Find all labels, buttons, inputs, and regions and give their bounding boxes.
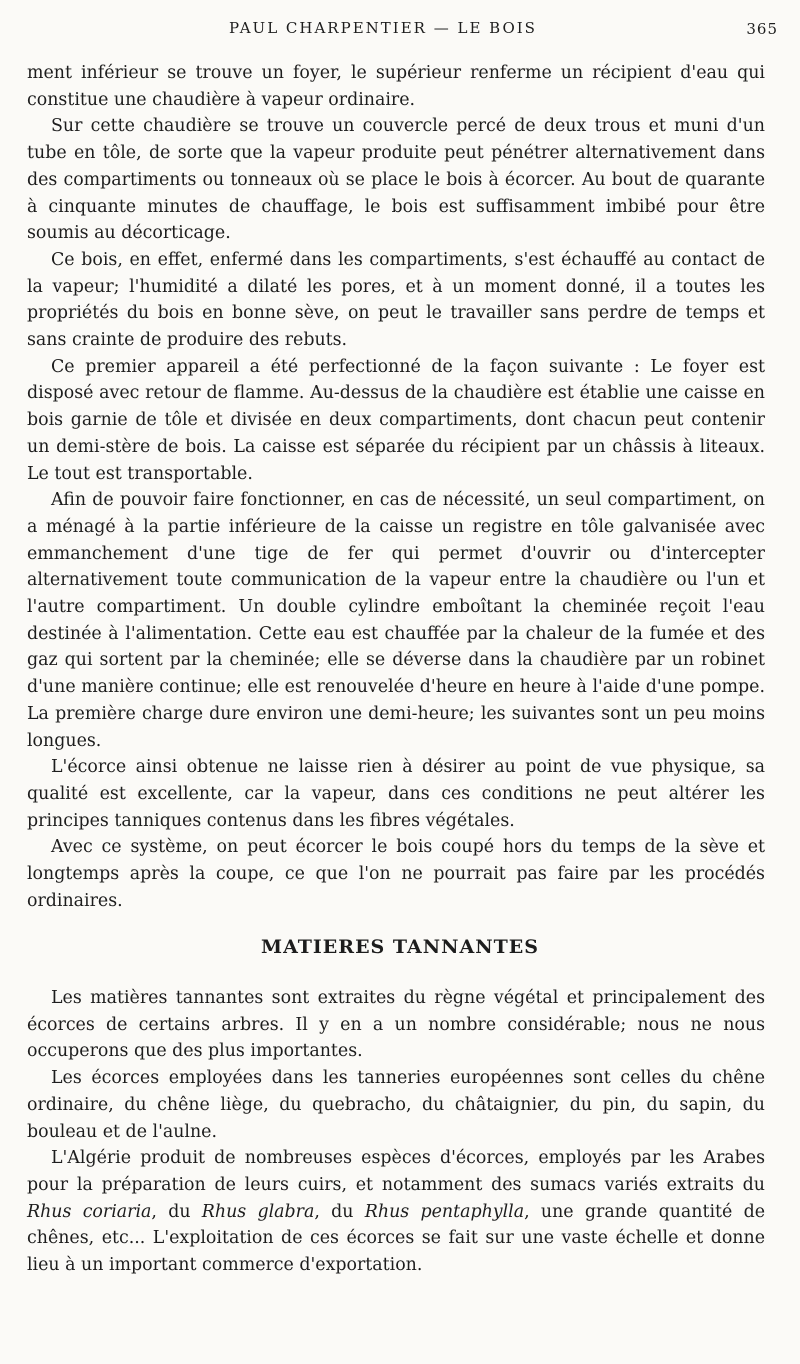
paragraph: Sur cette chaudière se trouve un couvercle percé de deux trous et muni d'un tube en tôle, de sorte que la vapeur produite peut pénétrer alternativement dans des compartiments ou tonneaux où se place le bois à écorcer. Au bout de quarante à cinquante minutes de chauffage, le bois est suffisamment imbibé pour être soumis au décorticage.	[27, 116, 765, 244]
running-title: PAUL CHARPENTIER — LE BOIS	[229, 19, 537, 37]
page-header	[0, 19, 800, 43]
text-run: , du	[314, 1201, 365, 1222]
body-text-top	[27, 60, 765, 915]
paragraph: Afin de pouvoir faire fonctionner, en cas de nécessité, un seul compartiment, on a ménagé à la partie inférieure de la caisse un registre en tôle galvanisée avec emmanchement d'une tige de fer qui permet d'ouvrir ou d'intercepter alternativement toute communication de la vapeur entre la chaudière ou l'un et l'autre compartiment. Un double cylindre emboîtant la cheminée reçoit l'eau destinée à l'alimentation. Cette eau est chauffée par la chaleur de la fumée et des gaz qui sortent par la cheminée; elle se déverse dans la chaudière par un robinet d'une manière continue; elle est renouvelée d'heure en heure à l'aide d'une pompe. La première charge dure environ une demi-heure; les suivantes sont un peu moins longues.	[27, 490, 765, 751]
species-name: Rhus pentaphylla	[364, 1201, 525, 1222]
paragraph: Les matières tannantes sont extraites du règne végétal et principalement des écorces de certains arbres. Il y en a un nombre considérable; nous ne nous occuperons que des plus importantes.	[27, 988, 765, 1062]
body-text-bottom	[27, 985, 765, 1279]
paragraph: Les écorces employées dans les tanneries européennes sont celles du chêne ordinaire, du chêne liège, du quebracho, du châtaignier, du pin, du sapin, du bouleau et de l'aulne.	[27, 1068, 765, 1142]
paragraph: ment inférieur se trouve un foyer, le supérieur renferme un récipient d'eau qui constitue une chaudière à vapeur ordinaire.	[27, 63, 765, 110]
text-run: , une grande quantité de chênes, etc... L'exploitation de ces écorces se fait sur une vaste échelle et donne lieu à un important commerce d'exportation.	[27, 1201, 766, 1276]
paragraph: Avec ce système, on peut écorcer le bois coupé hors du temps de la sève et longtemps après la coupe, ce que l'on ne pourrait pas faire par les procédés ordinaires.	[27, 837, 765, 911]
paragraph: Ce bois, en effet, enfermé dans les compartiments, s'est échauffé au contact de la vapeur; l'humidité a dilaté les pores, et à un moment donné, il a toutes les propriétés du bois en bonne sève, on peut le travailler sans perdre de temps et sans crainte de produire des rebuts.	[27, 249, 765, 351]
paragraph-algeria	[27, 1145, 765, 1279]
paragraph: Ce premier appareil a été perfectionné de la façon suivante : Le foyer est disposé avec retour de flamme. Au-dessus de la chaudière est établie une caisse en bois garnie de tôle et divisée en deux compartiments, dont chacun peut contenir un demi-stère de bois. La caisse est séparée du récipient par un châssis à liteaux. Le tout est transportable.	[27, 356, 765, 484]
text-run: , du	[151, 1201, 202, 1222]
page-number: 365	[746, 20, 778, 38]
paragraph: L'écorce ainsi obtenue ne laisse rien à désirer au point de vue physique, sa qualité est excellente, car la vapeur, dans ces conditions ne peut altérer les principes tanniques contenus dans les fibres végétales.	[27, 757, 765, 831]
species-name: Rhus coriaria	[27, 1201, 152, 1222]
text-run: L'Algérie produit de nombreuses espèces d'écorces, employés par les Arabes pour la préparation de leurs cuirs, et notamment des sumacs variés extraits du	[27, 1148, 765, 1195]
section-heading: MATIERES TANNANTES	[261, 936, 539, 958]
species-name: Rhus glabra	[201, 1201, 315, 1222]
